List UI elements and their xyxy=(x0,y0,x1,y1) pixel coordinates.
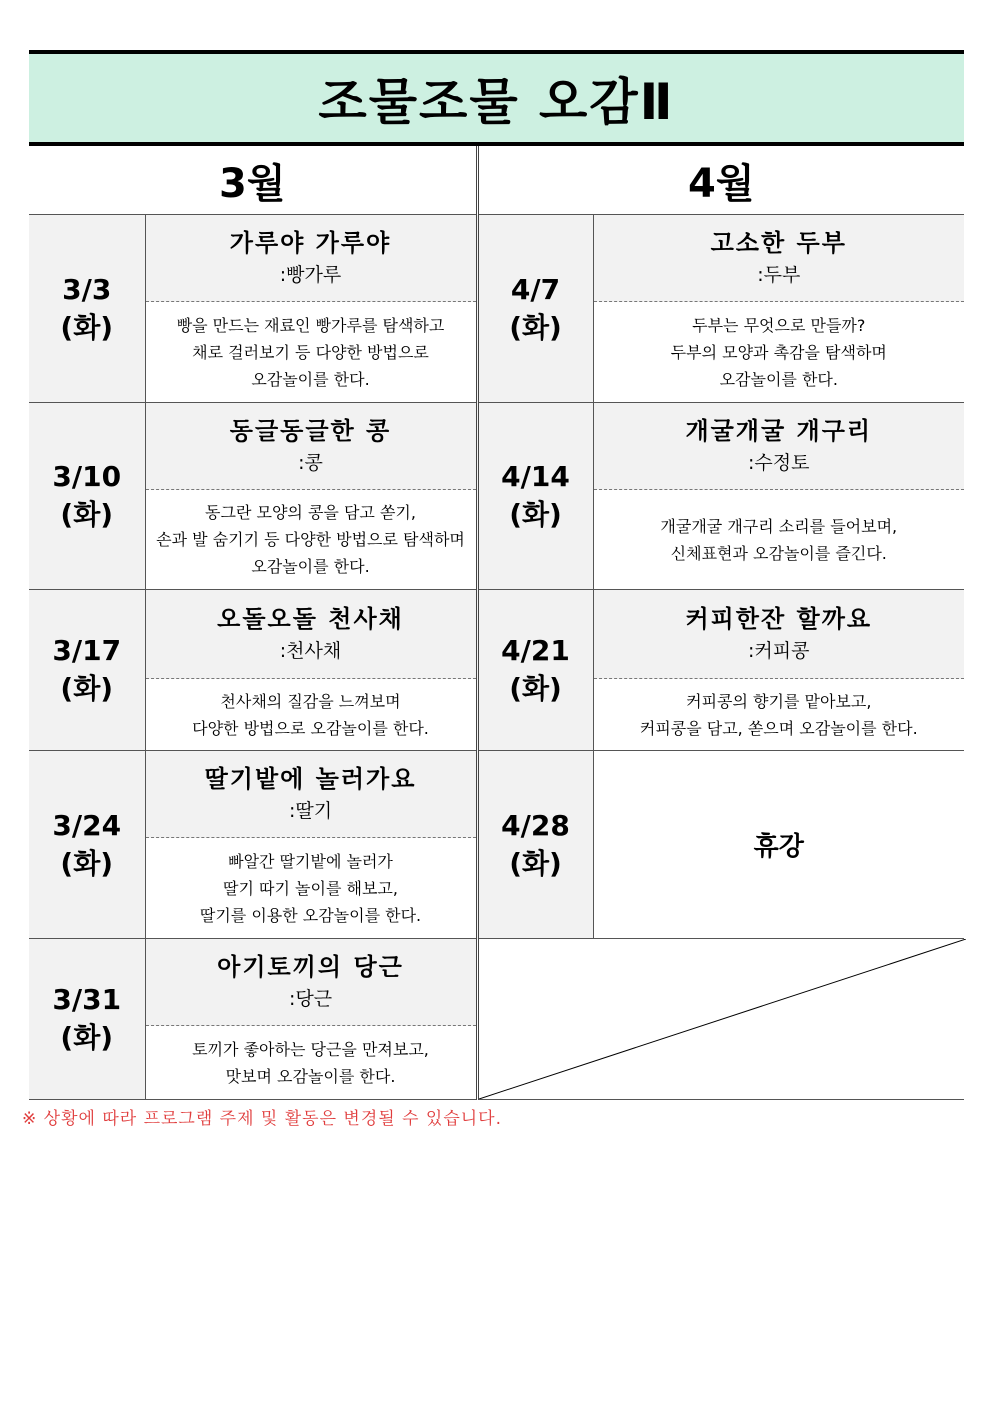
schedule-table xyxy=(29,146,964,1100)
activity-title: 오돌오돌 천사채 xyxy=(217,605,404,633)
description-line: 오감놀이를 한다. xyxy=(719,369,838,389)
session-weekday: (화) xyxy=(509,498,562,531)
activity-title: 개굴개굴 개구리 xyxy=(685,417,873,445)
activity-material: :수정토 xyxy=(748,452,810,474)
month-header-row xyxy=(29,146,964,215)
change-notice: ※ 상황에 따라 프로그램 주제 및 활동은 변경될 수 있습니다. xyxy=(22,1109,502,1129)
session-date: 4/21 xyxy=(501,634,570,668)
session-weekday: (화) xyxy=(509,672,562,705)
activity-header xyxy=(146,939,476,1026)
activity-material: :두부 xyxy=(757,264,801,286)
session-weekday: (화) xyxy=(60,498,114,531)
session-date: 4/28 xyxy=(501,808,570,842)
schedule-row xyxy=(29,939,964,1100)
session-date: 4/7 xyxy=(510,272,561,306)
session-date: 3/24 xyxy=(52,808,122,842)
activity-description xyxy=(594,302,965,402)
activity-header xyxy=(146,751,476,838)
activity-title: 동글동글한 콩 xyxy=(229,417,392,445)
activity-cell xyxy=(145,751,477,939)
session-weekday: (화) xyxy=(60,310,114,344)
activity-title: 커피한잔 할까요 xyxy=(685,605,873,633)
activity-description xyxy=(146,1026,476,1099)
session-date: 3/3 xyxy=(62,272,112,306)
description-line: 다양한 방법으로 오감놀이를 한다. xyxy=(192,718,429,738)
description-line: 딸기를 이용한 오감놀이를 한다. xyxy=(199,905,422,925)
month-april-header: 4월 xyxy=(477,146,964,215)
activity-material: :커피콩 xyxy=(748,640,810,662)
description-line: 채로 걸러보기 등 다양한 방법으로 xyxy=(192,342,429,362)
activity-description xyxy=(146,838,476,938)
date-cell xyxy=(477,403,593,590)
diagonal-line xyxy=(479,939,966,1099)
activity-description xyxy=(594,679,965,750)
session-date: 3/17 xyxy=(52,634,122,668)
date-cell xyxy=(29,403,145,590)
session-weekday: (화) xyxy=(509,846,562,880)
holiday-cell: 휴강 xyxy=(593,751,964,939)
empty-diagonal-cell xyxy=(477,939,964,1100)
description-line: 딸기 따기 놀이를 해보고, xyxy=(223,878,398,898)
description-line: 천사채의 질감을 느껴보며 xyxy=(220,691,401,711)
activity-title: 고소한 두부 xyxy=(710,229,847,257)
description-line: 개굴개굴 개구리 소리를 들어보며, xyxy=(660,516,898,536)
description-line: 두부는 무엇으로 만들까? xyxy=(692,315,866,335)
date-cell xyxy=(477,215,593,403)
description-line: 빠알간 딸기밭에 놀러가 xyxy=(228,851,393,871)
activity-description xyxy=(594,490,965,589)
session-date: 3/31 xyxy=(52,983,122,1017)
description-line: 동그란 모양의 콩을 담고 쏟기, xyxy=(205,503,416,522)
date-cell xyxy=(29,939,145,1100)
schedule-row xyxy=(29,590,964,751)
activity-description xyxy=(146,490,476,589)
activity-header xyxy=(594,215,965,302)
description-line: 두부의 모양과 촉감을 탐색하며 xyxy=(670,342,887,362)
session-weekday: (화) xyxy=(60,1021,114,1054)
session-date: 3/10 xyxy=(52,460,122,494)
description-line: 맛보며 오감놀이를 한다. xyxy=(225,1066,396,1086)
activity-header xyxy=(594,590,965,679)
description-line: 빵을 만드는 재료인 빵가루를 탐색하고 xyxy=(176,315,445,335)
date-cell xyxy=(29,215,145,403)
activity-title: 딸기밭에 놀러가요 xyxy=(204,765,417,793)
description-line: 토끼가 좋아하는 당근을 만져보고, xyxy=(192,1039,429,1059)
description-line: 커피콩을 담고, 쏟으며 오감놀이를 한다. xyxy=(639,718,918,738)
session-weekday: (화) xyxy=(509,310,562,344)
description-line: 손과 발 숨기기 등 다양한 방법으로 탐색하며 xyxy=(156,530,465,549)
activity-cell xyxy=(593,215,964,403)
activity-cell xyxy=(145,215,477,403)
activity-description xyxy=(146,679,476,750)
activity-cell xyxy=(145,590,477,751)
description-line: 신체표현과 오감놀이를 즐긴다. xyxy=(670,543,887,563)
date-cell xyxy=(29,590,145,751)
date-cell xyxy=(477,751,593,939)
activity-material: :딸기 xyxy=(288,800,333,822)
activity-material: :콩 xyxy=(298,452,323,474)
activity-description xyxy=(146,302,476,402)
session-date: 4/14 xyxy=(501,460,570,494)
page-title: 조물조물 오감Ⅱ xyxy=(318,73,675,131)
activity-cell xyxy=(593,590,964,751)
title-banner xyxy=(29,50,964,146)
activity-cell xyxy=(145,403,477,590)
date-cell xyxy=(29,751,145,939)
description-line: 오감놀이를 한다. xyxy=(251,557,370,576)
activity-header xyxy=(146,590,476,679)
activity-title: 가루야 가루야 xyxy=(229,229,392,257)
activity-header xyxy=(146,403,476,490)
session-weekday: (화) xyxy=(60,672,114,705)
description-line: 커피콩의 향기를 맡아보고, xyxy=(686,691,872,711)
schedule-row xyxy=(29,403,964,590)
activity-cell xyxy=(593,403,964,590)
schedule-row xyxy=(29,751,964,939)
activity-material: :당근 xyxy=(288,988,333,1010)
activity-header xyxy=(594,403,965,490)
date-cell xyxy=(477,590,593,751)
month-march-header: 3월 xyxy=(29,146,477,215)
activity-cell xyxy=(145,939,477,1100)
activity-material: :빵가루 xyxy=(279,264,342,286)
activity-material: :천사채 xyxy=(279,640,342,662)
schedule-row xyxy=(29,215,964,403)
description-line: 오감놀이를 한다. xyxy=(251,369,370,389)
activity-title: 아기토끼의 당근 xyxy=(217,953,404,981)
activity-header xyxy=(146,215,476,302)
session-weekday: (화) xyxy=(60,846,114,880)
